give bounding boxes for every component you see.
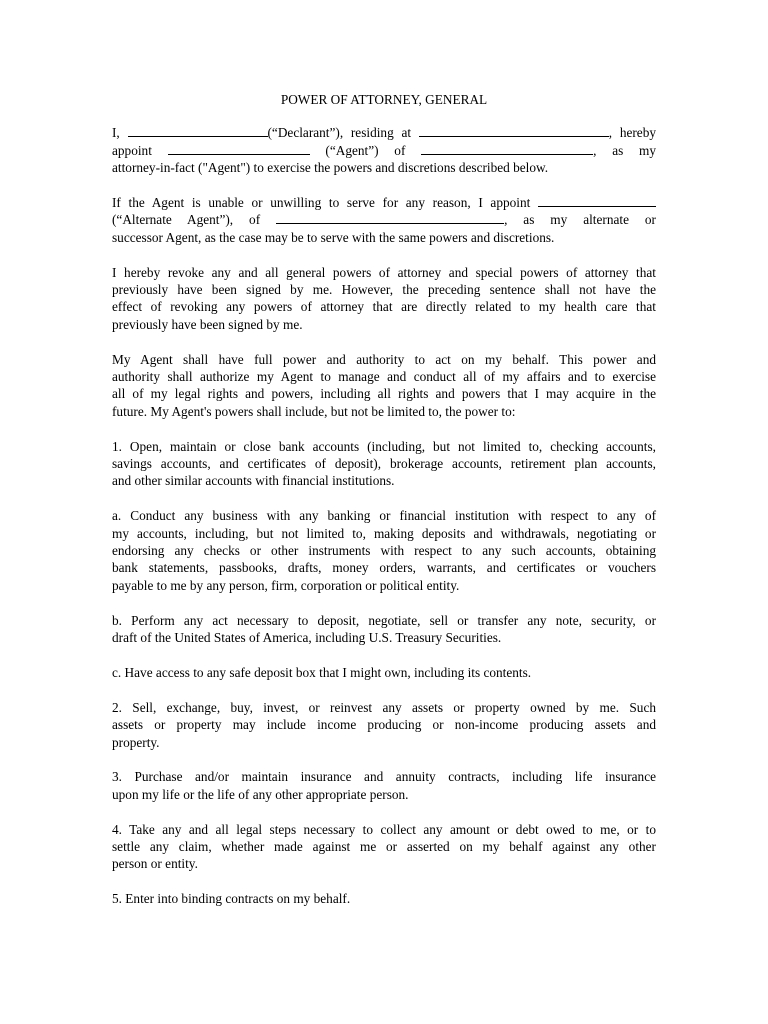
text-line: person or entity. — [112, 856, 198, 872]
document-title: POWER OF ATTORNEY, GENERAL — [280, 92, 488, 107]
alternate-agent-residence-blank[interactable] — [276, 211, 504, 224]
text-line: 4. Take any and all legal steps necessary to collect any amount or debt owed to me, or to — [112, 821, 656, 837]
text-line: 1. Open, maintain or close bank accounts (including, but not limited to, checking accounts, — [112, 438, 656, 454]
alternate-line-1: If the Agent is unable or unwilling to serve for any reason, I appoint — [112, 194, 656, 211]
agent-residence-blank[interactable] — [421, 142, 593, 155]
text-line: I hereby revoke any and all general powers of attorney and special powers of attorney that — [112, 264, 656, 280]
text-line: 3. Purchase and/or maintain insurance and annuity contracts, including life insurance — [112, 769, 656, 785]
text-line: b. Perform any act necessary to deposit, negotiate, sell or transfer any note, security, or — [112, 612, 656, 628]
declarant-name-blank[interactable] — [128, 124, 268, 137]
text-line: effect of revoking any powers of attorney that are directly related to my health care that — [112, 299, 656, 315]
text-line: upon my life or the life of any other appropriate person. — [112, 786, 409, 802]
text-line: draft of the United States of America, including U.S. Treasury Securities. — [112, 630, 502, 646]
alternate-agent-paragraph — [112, 194, 656, 246]
text-line: and other similar accounts with financial institutions. — [112, 473, 395, 489]
alternate-line-2: (“Alternate Agent”), of , as my alternate or — [112, 212, 656, 228]
power-item-1 — [112, 438, 656, 490]
text-line: c. Have access to any safe deposit box that I might own, including its contents. — [112, 664, 532, 680]
text-line: property. — [112, 734, 160, 750]
document-page — [112, 91, 656, 925]
text-line: My Agent shall have full power and authority to act on my behalf. This power and — [112, 351, 656, 367]
agent-line: appoint (“Agent”) of , as my — [112, 142, 657, 158]
text-line: previously have been signed by me. However, the preceding sentence shall not have the — [112, 282, 656, 298]
text-line: bank statements, passbooks, drafts, money orders, warrants, and certificates or vouchers — [112, 560, 656, 576]
declarant-paragraph — [112, 124, 656, 176]
power-item-2 — [112, 699, 656, 751]
agent-name-blank[interactable] — [168, 142, 310, 155]
text-line: payable to me by any person, firm, corporation or political entity. — [112, 577, 460, 593]
text-line: authority shall authorize my Agent to manage and conduct all of my affairs and to exercise — [112, 369, 656, 385]
text-line: previously have been signed by me. — [112, 316, 303, 332]
power-item-a — [112, 507, 656, 594]
alternate-line-3: successor Agent, as the case may be to serve with the same powers and discretions. — [112, 229, 555, 245]
alternate-agent-name-blank[interactable] — [538, 194, 656, 207]
power-item-3 — [112, 768, 656, 803]
power-item-c — [112, 664, 656, 681]
power-item-4 — [112, 821, 656, 873]
text-line: endorsing any checks or other instruments with respect to any such accounts, obtaining — [112, 543, 656, 559]
text-line: 2. Sell, exchange, buy, invest, or reinvest any assets or property owned by me. Such — [112, 699, 656, 715]
text-line: settle any claim, whether made against me or asserted on my behalf against any other — [112, 838, 656, 854]
text-line: future. My Agent's powers shall include, but not be limited to, the power to: — [112, 403, 516, 419]
text-line: 5. Enter into binding contracts on my behalf. — [112, 891, 351, 907]
text-line: my accounts, including, but not limited to, making deposits and withdrawals, negotiating or — [112, 525, 656, 541]
power-item-5 — [112, 890, 656, 907]
text-line: a. Conduct any business with any banking or financial institution with respect to any of — [112, 508, 656, 524]
text-line: savings accounts, and certificates of deposit), brokerage accounts, retirement plan accounts, — [112, 456, 656, 472]
attorney-in-fact-line: attorney-in-fact ("Agent") to exercise the powers and discretions described below. — [112, 160, 549, 176]
text-line: assets or property may include income producing or non-income producing assets and — [112, 717, 656, 733]
declarant-residence-blank[interactable] — [419, 124, 609, 137]
authority-paragraph — [112, 351, 656, 421]
power-item-b — [112, 612, 656, 647]
revocation-paragraph — [112, 264, 656, 334]
declarant-line: I, (“Declarant”), residing at , hereby — [112, 125, 657, 141]
text-line: all of my legal rights and powers, including all rights and powers that I may acquire in the — [112, 386, 656, 402]
